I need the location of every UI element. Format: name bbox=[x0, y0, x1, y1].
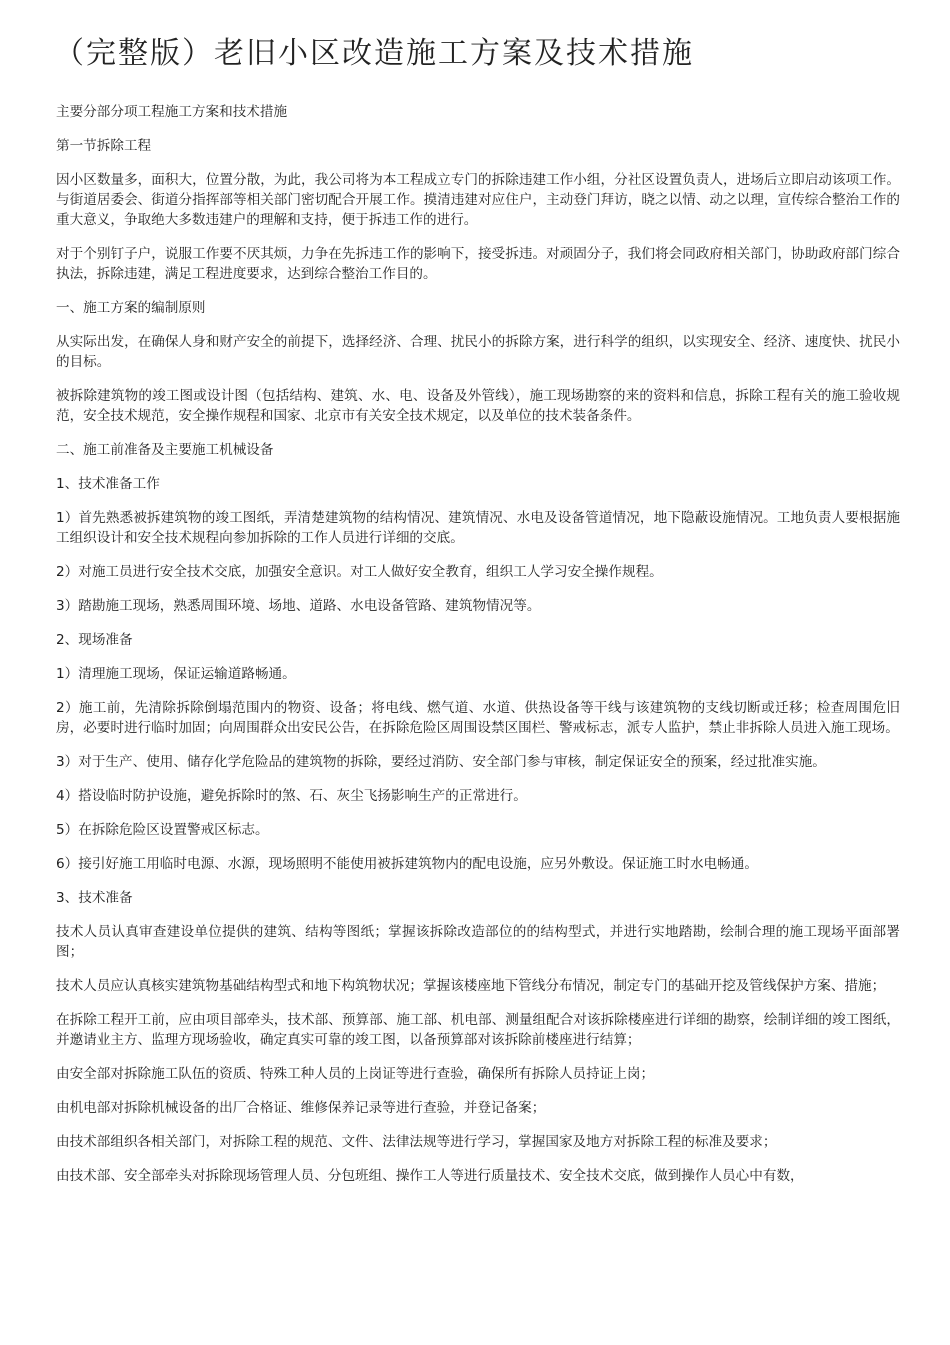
paragraph: 由技术部、安全部牵头对拆除现场管理人员、分包班组、操作工人等进行质量技术、安全技术交底，做到操作人员心中有数， bbox=[56, 1168, 804, 1184]
list-item: 3）对于生产、使用、储存化学危险品的建筑物的拆除，要经过消防、安全部门参与审核，制定保证安全的预案，经过批准实施。 bbox=[56, 754, 826, 770]
paragraph: 主要分部分项工程施工方案和技术措施 bbox=[56, 104, 288, 120]
paragraph: 由安全部对拆除施工队伍的资质、特殊工种人员的上岗证等进行查验，确保所有拆除人员持证上岗； bbox=[56, 1066, 655, 1082]
list-item: 5）在拆除危险区设置警戒区标志。 bbox=[56, 822, 269, 838]
paragraph: 技术人员应认真核实建筑物基础结构型式和地下构筑物状况；掌握该楼座地下管线分布情况，制定专门的基础开挖及管线保护方案、措施； bbox=[56, 978, 886, 994]
paragraph: 技术人员认真审查建设单位提供的建筑、结构等图纸；掌握该拆除改造部位的的结构型式，并进行实地踏勘，绘制合理的施工现场平面部署图； bbox=[56, 924, 900, 960]
paragraph: 由机电部对拆除机械设备的出厂合格证、维修保养记录等进行查验，并登记备案； bbox=[56, 1100, 546, 1116]
section-heading: 第一节拆除工程 bbox=[56, 138, 152, 154]
paragraph: 因小区数量多，面积大，位置分散，为此，我公司将为本工程成立专门的拆除违建工作小组，分社区设置负责人，进场后立即启动该项工作。与街道居委会、街道分指挥部等相关部门密切配合开展工作。摸清违建对应住户，主动登门拜访，晓之以情、动之以理，宣传综合整治工作的重大意义，争取绝大多数违建户的理解和支持，便于拆违工作的进行。 bbox=[56, 172, 900, 228]
paragraph: 在拆除工程开工前，应由项目部牵头，技术部、预算部、施工部、机电部、测量组配合对该拆除楼座进行详细的勘察，绘制详细的竣工图纸，并邀请业主方、监理方现场验收，确定真实可靠的竣工图，以备预算部对该拆除前楼座进行结算； bbox=[56, 1012, 900, 1048]
section-heading: 二、施工前准备及主要施工机械设备 bbox=[56, 442, 274, 458]
paragraph: 由技术部组织各相关部门，对拆除工程的规范、文件、法律法规等进行学习，掌握国家及地方对拆除工程的标准及要求； bbox=[56, 1134, 777, 1150]
paragraph: 对于个别钉子户，说服工作要不厌其烦，力争在先拆违工作的影响下，接受拆违。对顽固分子，我们将会同政府相关部门，协助政府部门综合执法，拆除违建，满足工程进度要求，达到综合整治工作目的。 bbox=[56, 246, 900, 282]
document-body bbox=[56, 102, 900, 1186]
list-item: 2）施工前，先清除拆除倒塌范围内的物资、设备；将电线、燃气道、水道、供热设备等干线与该建筑物的支线切断或迁移；检查周围危旧房，必要时进行临时加固；向周围群众出安民公告，在拆除危险区周围设禁区围栏、警戒标志，派专人监护，禁止非拆除人员进入施工现场。 bbox=[56, 700, 900, 736]
list-item: 4）搭设临时防护设施，避免拆除时的煞、石、灰尘飞扬影响生产的正常进行。 bbox=[56, 788, 527, 804]
paragraph: 被拆除建筑物的竣工图或设计图（包括结构、建筑、水、电、设备及外管线），施工现场勘察的来的资料和信息，拆除工程有关的施工验收规范，安全技术规范，安全操作规程和国家、北京市有关安全技术规定，以及单位的技术装备条件。 bbox=[56, 388, 900, 424]
subsection-heading: 2、现场准备 bbox=[56, 632, 133, 648]
list-item: 1）首先熟悉被拆建筑物的竣工图纸，弄清楚建筑物的结构情况、建筑情况、水电及设备管道情况，地下隐蔽设施情况。工地负责人要根据施工组织设计和安全技术规程向参加拆除的工作人员进行详细的交底。 bbox=[56, 510, 900, 546]
list-item: 2）对施工员进行安全技术交底，加强安全意识。对工人做好安全教育，组织工人学习安全操作规程。 bbox=[56, 564, 663, 580]
list-item: 6）接引好施工用临时电源、水源，现场照明不能使用被拆建筑物内的配电设施，应另外敷设。保证施工时水电畅通。 bbox=[56, 856, 758, 872]
section-heading: 一、施工方案的编制原则 bbox=[56, 300, 206, 316]
list-item: 1）清理施工现场，保证运输道路畅通。 bbox=[56, 666, 296, 682]
subsection-heading: 3、技术准备 bbox=[56, 890, 133, 906]
paragraph: 从实际出发，在确保人身和财产安全的前提下，选择经济、合理、扰民小的拆除方案，进行科学的组织，以实现安全、经济、速度快、扰民小的目标。 bbox=[56, 334, 900, 370]
list-item: 3）踏勘施工现场，熟悉周围环境、场地、道路、水电设备管路、建筑物情况等。 bbox=[56, 598, 541, 614]
document-title: （完整版）老旧小区改造施工方案及技术措施 bbox=[54, 36, 694, 71]
subsection-heading: 1、技术准备工作 bbox=[56, 476, 160, 492]
